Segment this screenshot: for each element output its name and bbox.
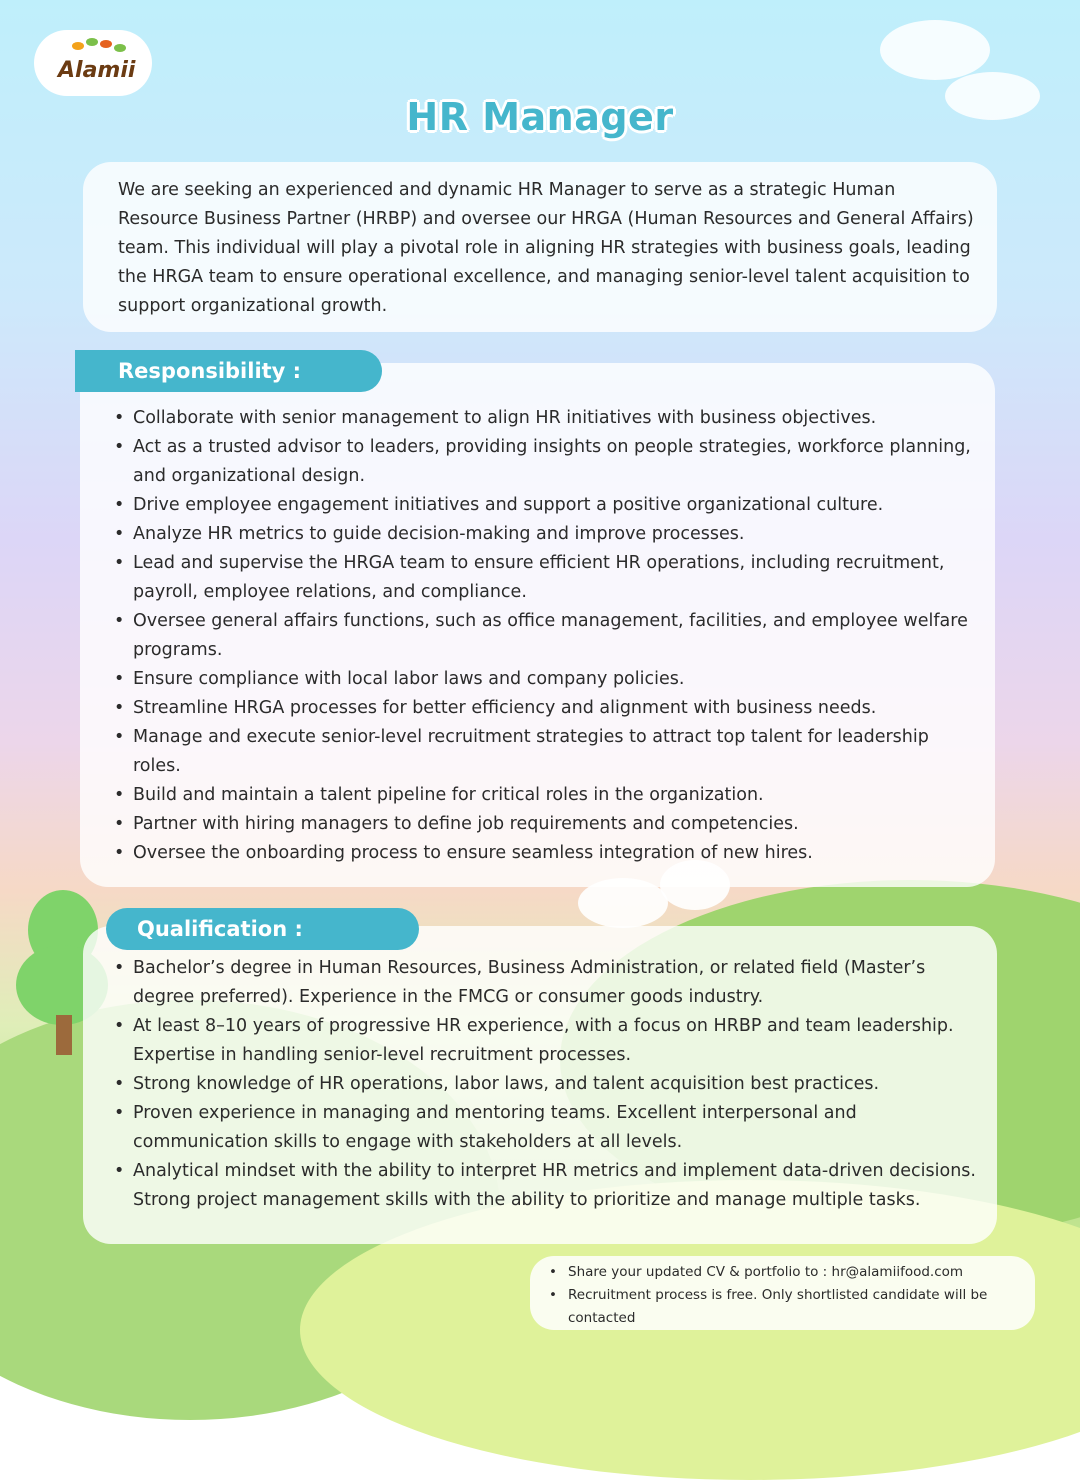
note-item: • Recruitment process is free. Only shortlisted candidate will be contacted [543,1284,1028,1330]
list-item: • Proven experience in managing and mentoring teams. Excellent interpersonal and communication skills to engage with stakeholders at all levels. [108,1099,978,1157]
list-item: • Streamline HRGA processes for better efficiency and alignment with business needs. [108,694,978,723]
leaf-icon [72,42,84,50]
responsibility-heading: Responsibility : [75,350,382,392]
list-item: • Build and maintain a talent pipeline for critical roles in the organization. [108,781,978,810]
list-item: • At least 8–10 years of progressive HR experience, with a focus on HRBP and team leadership. Expertise in handling senior-level recruitment processes. [108,1012,978,1070]
list-item: • Bachelor’s degree in Human Resources, Business Administration, or related field (Master’s degree preferred). Experience in the FMCG or consumer goods industry. [108,954,978,1012]
intro-card [83,162,997,332]
list-item: • Ensure compliance with local labor laws and company policies. [108,665,978,694]
list-item: • Act as a trusted advisor to leaders, providing insights on people strategies, workforce planning, and organizational design. [108,433,978,491]
list-item: • Analyze HR metrics to guide decision-making and improve processes. [108,520,978,549]
list-item: • Oversee general affairs functions, such as office management, facilities, and employee welfare programs. [108,607,978,665]
list-item: • Oversee the onboarding process to ensure seamless integration of new hires. [108,839,978,868]
logo-text: Alamii [58,58,136,83]
leaf-icon [86,38,98,46]
application-note [530,1256,1035,1330]
note-list [543,1261,1028,1330]
list-item: • Collaborate with senior management to align HR initiatives with business objectives. [108,404,978,433]
page-title: HR Manager [406,95,674,139]
intro-text: We are seeking an experienced and dynamic HR Manager to serve as a strategic Human Resource Business Partner (HRBP) and oversee our HRGA (Human Resources and General Affairs) team. This individual will play a pivotal role in aligning HR strategies with business goals, leading the HRGA team to ensure operational excellence, and managing senior-level talent acquisition to support organizational growth. [118,180,974,316]
brand-logo [34,30,152,96]
qualification-list [108,954,978,1215]
list-item: • Manage and execute senior-level recruitment strategies to attract top talent for leadership roles. [108,723,978,781]
cloud-decoration [880,20,990,80]
leaf-icon [100,40,112,48]
list-item: • Lead and supervise the HRGA team to ensure efficient HR operations, including recruitment, payroll, employee relations, and compliance. [108,549,978,607]
responsibility-list [108,404,978,868]
note-item: • Share your updated CV & portfolio to : hr@alamiifood.com [543,1261,1028,1284]
tree-trunk-decoration [56,1015,72,1055]
list-item: • Partner with hiring managers to define job requirements and competencies. [108,810,978,839]
leaf-icon [114,44,126,52]
qualification-heading: Qualification : [106,908,419,950]
list-item: • Analytical mindset with the ability to interpret HR metrics and implement data-driven decisions. Strong project management skills with the ability to prioritize and manage multiple tasks. [108,1157,978,1215]
list-item: • Strong knowledge of HR operations, labor laws, and talent acquisition best practices. [108,1070,978,1099]
list-item: • Drive employee engagement initiatives and support a positive organizational culture. [108,491,978,520]
